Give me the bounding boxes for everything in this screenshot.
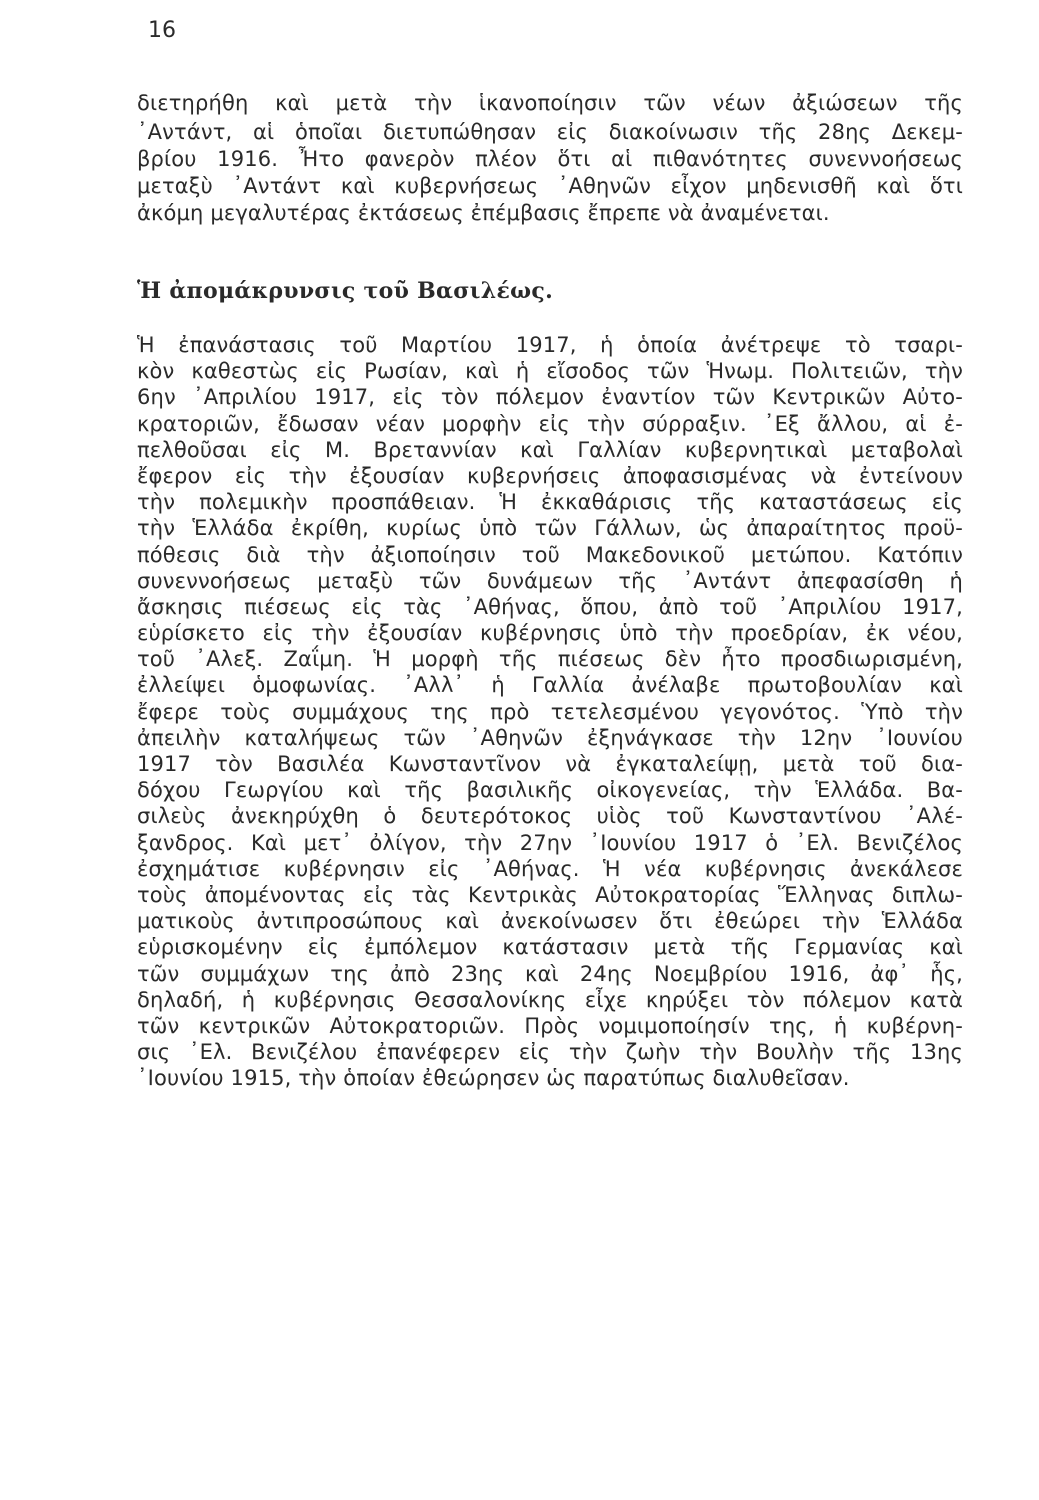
text-line: εὑρισκομένην εἰς ἐμπόλεμον κατάστασιν μετὰ τῆς Γερμανίας καὶ [137,935,963,960]
text-line: μεταξὺ ᾿Αντάντ καὶ κυβερνήσεως ᾿Αθηνῶν εἶχον μηδενισθῆ καὶ ὅτι [137,174,963,198]
text-line: ἐσχημάτισε κυβέρνησιν εἰς ᾿Αθήνας. Ἡ νέα κυβέρνησις ἀνεκάλεσε [137,856,963,881]
text-line: ἔφερε τοὺς συμμάχους της πρὸ τετελεσμένου γεγονότος. Ὑπὸ τὴν [137,699,963,724]
text-line: συνεννοήσεως μεταξὺ τῶν δυνάμεων τῆς ᾿Αντάντ ἀπεφασίσθη ἡ [137,568,963,593]
text-line: διετηρήθη καὶ μετὰ τὴν ἱκανοποίησιν τῶν νέων ἀξιώσεων τῆς [137,91,963,115]
text-line: δόχου Γεωργίου καὶ τῆς βασιλικῆς οἰκογενείας, τὴν Ἑλλάδα. Βα- [137,778,963,803]
text-line: ἀκόμη μεγαλυτέρας ἐκτάσεως ἐπέμβασις ἔπρεπε νὰ ἀναμένεται. [137,201,830,225]
paragraph-1 [137,90,963,227]
text-line: σιλεὺς ἀνεκηρύχθη ὁ δευτερότοκος υἱὸς τοῦ Κωνσταντίνου ᾿Αλέ- [137,804,963,829]
text-line: ᾿Αντάντ, αἱ ὁποῖαι διετυπώθησαν εἰς διακοίνωσιν τῆς 28ης Δεκεμ- [137,120,963,144]
text-line: ἔφερον εἰς τὴν ἐξουσίαν κυβερνήσεις ἀποφασισμένας νὰ ἐντείνουν [137,463,963,488]
text-line: τῶν συμμάχων της ἀπὸ 23ης καὶ 24ης Νοεμβρίου 1916, ἀφ᾿ ἧς, [137,961,963,986]
text-line: τὴν πολεμικὴν προσπάθειαν. Ἡ ἐκκαθάρισις τῆς καταστάσεως εἰς [137,490,963,515]
section-heading: Ἡ ἀπομάκρυνσις τοῦ Βασιλέως. [137,278,554,304]
text-line: εὑρίσκετο εἰς τὴν ἐξουσίαν κυβέρνησις ὑπὸ τὴν προεδρίαν, ἐκ νέου, [137,621,963,646]
paragraph-2 [137,332,963,1091]
text-line: ἄσκησις πιέσεως εἰς τὰς ᾿Αθήνας, ὅπου, ἀπὸ τοῦ ᾿Απριλίου 1917, [137,594,963,619]
page-number: 16 [148,18,176,43]
text-line: σις ᾿Ελ. Βενιζέλου ἐπανέφερεν εἰς τὴν ζωὴν τὴν Βουλὴν τῆς 13ης [137,1040,963,1065]
text-line: τοῦ ᾿Αλεξ. Ζαΐμη. Ἡ μορφὴ τῆς πιέσεως δὲν ἦτο προσδιωρισμένη, [137,647,963,672]
text-line: ξανδρος. Καὶ μετ᾿ ὀλίγον, τὴν 27ην ᾿Ιουνίου 1917 ὁ ᾿Ελ. Βενιζέλος [137,830,963,855]
text-line: πόθεσις διὰ τὴν ἀξιοποίησιν τοῦ Μακεδονικοῦ μετώπου. Κατόπιν [137,542,963,567]
text-line: βρίου 1916. Ἦτο φανερὸν πλέον ὅτι αἱ πιθανότητες συνεννοήσεως [137,147,963,171]
text-line: Ἡ ἐπανάστασις τοῦ Μαρτίου 1917, ἡ ὁποία ἀνέτρεψε τὸ τσαρι- [137,333,963,357]
text-line: κρατοριῶν, ἔδωσαν νέαν μορφὴν εἰς τὴν σύρραξιν. ᾿Εξ ἄλλου, αἱ ἐ- [137,411,963,436]
text-line: ἀπειλὴν καταλήψεως τῶν ᾿Αθηνῶν ἐξηνάγκασε τὴν 12ην ᾿Ιουνίου [137,725,963,750]
text-line: ματικοὺς ἀντιπροσώπους καὶ ἀνεκοίνωσεν ὅτι ἐθεώρει τὴν Ἑλλάδα [137,909,963,934]
text-line: δηλαδή, ἡ κυβέρνησις Θεσσαλονίκης εἶχε κηρύξει τὸν πόλεμον κατὰ [137,987,963,1012]
text-line: τὴν Ἑλλάδα ἐκρίθη, κυρίως ὑπὸ τῶν Γάλλων, ὡς ἀπαραίτητος προϋ- [137,516,963,541]
text-line: 1917 τὸν Βασιλέα Κωνσταντῖνον νὰ ἐγκαταλείψῃ, μετὰ τοῦ δια- [137,752,963,776]
text-line: τῶν κεντρικῶν Αὐτοκρατοριῶν. Πρὸς νομιμοποίησίν της, ἡ κυβέρνη- [137,1013,963,1038]
text-line: ἐλλείψει ὁμοφωνίας. ᾿Αλλ᾿ ἡ Γαλλία ἀνέλαβε πρωτοβουλίαν καὶ [137,673,963,698]
text-line: 6ην ᾿Απριλίου 1917, εἰς τὸν πόλεμον ἐναντίον τῶν Κεντρικῶν Αὐτο- [137,385,963,410]
text-line: ᾿Ιουνίου 1915, τὴν ὁποίαν ἐθεώρησεν ὡς παρατύπως διαλυθεῖσαν. [137,1066,850,1091]
text-line: κὸν καθεστὼς εἰς Ρωσίαν, καὶ ἡ εἴσοδος τῶν Ἡνωμ. Πολιτειῶν, τὴν [137,359,963,384]
text-line: πελθοῦσαι εἰς Μ. Βρεταννίαν καὶ Γαλλίαν κυβερνητικαὶ μεταβολαὶ [137,437,963,462]
text-line: τοὺς ἀπομένοντας εἰς τὰς Κεντρικὰς Αὐτοκρατορίας Ἕλληνας διπλω- [137,882,963,907]
